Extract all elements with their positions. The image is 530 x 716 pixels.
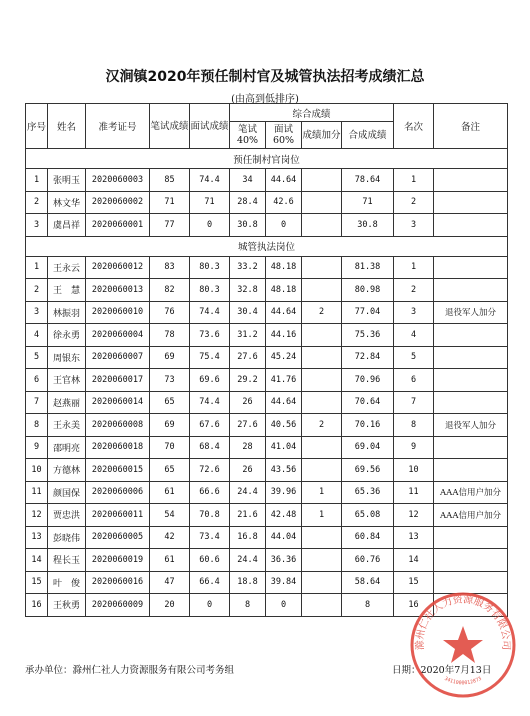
cell-i60: 44.16	[266, 324, 302, 347]
cell-bonus	[302, 279, 342, 302]
cell-interview: 80.3	[190, 279, 230, 302]
cell-name: 叶 俊	[48, 571, 86, 594]
cell-w40: 24.4	[230, 481, 266, 504]
cell-w40: 29.2	[230, 369, 266, 392]
cell-total: 81.38	[342, 256, 394, 279]
cell-w40: 28	[230, 436, 266, 459]
cell-id: 2020060007	[86, 346, 150, 369]
section-title: 城管执法岗位	[26, 236, 508, 256]
cell-written: 85	[150, 169, 190, 192]
cell-interview: 68.4	[190, 436, 230, 459]
table-row	[26, 369, 508, 392]
cell-total: 78.64	[342, 169, 394, 192]
cell-remark: 退役军人加分	[434, 301, 508, 324]
table-row	[26, 324, 508, 347]
cell-no: 7	[26, 391, 48, 414]
cell-name: 王 慧	[48, 279, 86, 302]
cell-no: 5	[26, 346, 48, 369]
cell-i60: 44.04	[266, 526, 302, 549]
date-value: 2020年7月13日	[420, 665, 492, 676]
table-row	[26, 526, 508, 549]
cell-w40: 34	[230, 169, 266, 192]
cell-w40: 26	[230, 391, 266, 414]
cell-remark	[434, 191, 508, 214]
cell-rank: 3	[394, 214, 434, 237]
cell-no: 15	[26, 571, 48, 594]
cell-name: 王永云	[48, 256, 86, 279]
cell-i60: 42.6	[266, 191, 302, 214]
cell-written: 71	[150, 191, 190, 214]
cell-id: 2020060015	[86, 459, 150, 482]
section-title: 预任制村官岗位	[26, 149, 508, 169]
seal-text: 滁州仁社人力资源服务有限公司	[414, 594, 512, 651]
cell-rank: 7	[394, 391, 434, 414]
cell-rank: 2	[394, 191, 434, 214]
cell-id: 2020060009	[86, 594, 150, 617]
cell-total: 69.04	[342, 436, 394, 459]
cell-total: 58.64	[342, 571, 394, 594]
cell-written: 73	[150, 369, 190, 392]
cell-i60: 44.64	[266, 391, 302, 414]
cell-name: 王秋勇	[48, 594, 86, 617]
cell-no: 12	[26, 504, 48, 527]
col-header-rank: 名次	[394, 104, 434, 149]
cell-written: 76	[150, 301, 190, 324]
cell-w40: 33.2	[230, 256, 266, 279]
cell-no: 9	[26, 436, 48, 459]
cell-written: 77	[150, 214, 190, 237]
cell-w40: 28.4	[230, 191, 266, 214]
cell-id: 2020060011	[86, 504, 150, 527]
table-row	[26, 191, 508, 214]
cell-bonus	[302, 436, 342, 459]
cell-bonus	[302, 526, 342, 549]
cell-written: 47	[150, 571, 190, 594]
cell-no: 11	[26, 481, 48, 504]
col-header-ticket: 准考证号	[86, 104, 150, 149]
col-header-total: 合成成绩	[342, 122, 394, 149]
cell-name: 程长玉	[48, 549, 86, 572]
cell-remark	[434, 279, 508, 302]
col-header-index: 序号	[26, 104, 48, 149]
cell-i60: 44.64	[266, 169, 302, 192]
cell-written: 61	[150, 481, 190, 504]
cell-interview: 66.4	[190, 571, 230, 594]
cell-bonus	[302, 191, 342, 214]
cell-remark	[434, 346, 508, 369]
cell-written: 65	[150, 391, 190, 414]
cell-rank: 10	[394, 459, 434, 482]
cell-interview: 74.4	[190, 169, 230, 192]
cell-w40: 16.8	[230, 526, 266, 549]
cell-interview: 74.4	[190, 391, 230, 414]
col-header-bonus: 成绩加分	[302, 122, 342, 149]
organizer-name: 滁州仁社人力资源服务有限公司考务组	[72, 665, 235, 676]
cell-id: 2020060018	[86, 436, 150, 459]
cell-interview: 69.6	[190, 369, 230, 392]
cell-rank: 15	[394, 571, 434, 594]
cell-bonus	[302, 391, 342, 414]
cell-remark	[434, 256, 508, 279]
col-header-interview: 面试成绩	[190, 104, 230, 149]
cell-i60: 42.48	[266, 504, 302, 527]
table-row	[26, 414, 508, 437]
cell-interview: 74.4	[190, 301, 230, 324]
cell-w40: 30.4	[230, 301, 266, 324]
cell-interview: 73.6	[190, 324, 230, 347]
cell-bonus	[302, 594, 342, 617]
cell-total: 70.64	[342, 391, 394, 414]
cell-bonus	[302, 214, 342, 237]
cell-w40: 27.6	[230, 414, 266, 437]
table-row	[26, 459, 508, 482]
cell-interview: 75.4	[190, 346, 230, 369]
cell-no: 3	[26, 214, 48, 237]
cell-interview: 80.3	[190, 256, 230, 279]
organizer-line	[25, 662, 234, 676]
cell-i60: 40.56	[266, 414, 302, 437]
col-header-remark: 备注	[434, 104, 508, 149]
col-header-combined: 综合成绩	[230, 104, 394, 122]
cell-rank: 2	[394, 279, 434, 302]
cell-total: 65.36	[342, 481, 394, 504]
cell-total: 70.16	[342, 414, 394, 437]
cell-name: 赵燕丽	[48, 391, 86, 414]
cell-bonus: 1	[302, 504, 342, 527]
cell-total: 69.56	[342, 459, 394, 482]
cell-rank: 14	[394, 549, 434, 572]
cell-id: 2020060019	[86, 549, 150, 572]
cell-rank: 16	[394, 594, 434, 617]
cell-remark	[434, 391, 508, 414]
cell-w40: 24.4	[230, 549, 266, 572]
col-header-interview-60: 面试 60%	[266, 122, 302, 149]
cell-w40: 31.2	[230, 324, 266, 347]
cell-written: 69	[150, 414, 190, 437]
cell-remark	[434, 549, 508, 572]
table-row	[26, 481, 508, 504]
cell-id: 2020060010	[86, 301, 150, 324]
cell-name: 徐永勇	[48, 324, 86, 347]
cell-w40: 8	[230, 594, 266, 617]
cell-w40: 18.8	[230, 571, 266, 594]
cell-name: 周银东	[48, 346, 86, 369]
cell-name: 虞昌祥	[48, 214, 86, 237]
table-row	[26, 169, 508, 192]
cell-rank: 13	[394, 526, 434, 549]
cell-name: 邵明亮	[48, 436, 86, 459]
cell-i60: 41.04	[266, 436, 302, 459]
cell-name: 林文华	[48, 191, 86, 214]
cell-total: 65.08	[342, 504, 394, 527]
cell-interview: 0	[190, 594, 230, 617]
cell-written: 70	[150, 436, 190, 459]
cell-total: 60.84	[342, 526, 394, 549]
cell-name: 颜国保	[48, 481, 86, 504]
cell-no: 1	[26, 256, 48, 279]
cell-total: 80.98	[342, 279, 394, 302]
cell-no: 6	[26, 369, 48, 392]
cell-remark	[434, 369, 508, 392]
cell-remark	[434, 436, 508, 459]
cell-bonus: 2	[302, 414, 342, 437]
cell-no: 4	[26, 324, 48, 347]
cell-interview: 73.4	[190, 526, 230, 549]
table-row	[26, 391, 508, 414]
table-body	[26, 149, 508, 617]
cell-id: 2020060003	[86, 169, 150, 192]
cell-i60: 36.36	[266, 549, 302, 572]
cell-bonus	[302, 369, 342, 392]
cell-rank: 1	[394, 169, 434, 192]
document-subtitle: (由高到低排序)	[231, 94, 299, 105]
cell-i60: 45.24	[266, 346, 302, 369]
section-header-row	[26, 236, 508, 256]
cell-i60: 44.64	[266, 301, 302, 324]
cell-id: 2020060014	[86, 391, 150, 414]
table-row	[26, 256, 508, 279]
cell-name: 方德林	[48, 459, 86, 482]
cell-remark	[434, 324, 508, 347]
cell-w40: 21.6	[230, 504, 266, 527]
cell-written: 78	[150, 324, 190, 347]
cell-interview: 70.8	[190, 504, 230, 527]
cell-rank: 8	[394, 414, 434, 437]
cell-no: 2	[26, 279, 48, 302]
cell-total: 75.36	[342, 324, 394, 347]
cell-id: 2020060002	[86, 191, 150, 214]
organizer-label: 承办单位：	[25, 665, 73, 676]
cell-i60: 41.76	[266, 369, 302, 392]
cell-i60: 48.18	[266, 279, 302, 302]
cell-total: 72.84	[342, 346, 394, 369]
table-row	[26, 549, 508, 572]
cell-i60: 0	[266, 594, 302, 617]
cell-written: 65	[150, 459, 190, 482]
cell-remark: 退役军人加分	[434, 414, 508, 437]
seal-star	[443, 626, 483, 663]
cell-name: 张明玉	[48, 169, 86, 192]
cell-id: 2020060012	[86, 256, 150, 279]
date-label: 日期：	[392, 665, 421, 676]
col-header-written: 笔试成绩	[150, 104, 190, 149]
cell-id: 2020060006	[86, 481, 150, 504]
cell-total: 60.76	[342, 549, 394, 572]
document-title: 汉涧镇2020年预任制村官及城管执法招考成绩汇总	[105, 69, 425, 85]
cell-id: 2020060004	[86, 324, 150, 347]
cell-rank: 4	[394, 324, 434, 347]
cell-interview: 60.6	[190, 549, 230, 572]
col-header-name: 姓名	[48, 104, 86, 149]
cell-id: 2020060013	[86, 279, 150, 302]
score-table	[25, 103, 508, 617]
cell-bonus	[302, 256, 342, 279]
cell-w40: 30.8	[230, 214, 266, 237]
cell-bonus	[302, 571, 342, 594]
cell-rank: 5	[394, 346, 434, 369]
cell-id: 2020060016	[86, 571, 150, 594]
cell-total: 77.04	[342, 301, 394, 324]
cell-interview: 0	[190, 214, 230, 237]
cell-bonus: 1	[302, 481, 342, 504]
cell-interview: 66.6	[190, 481, 230, 504]
cell-bonus	[302, 346, 342, 369]
cell-written: 54	[150, 504, 190, 527]
cell-rank: 9	[394, 436, 434, 459]
company-seal	[408, 590, 518, 700]
cell-rank: 12	[394, 504, 434, 527]
cell-i60: 39.84	[266, 571, 302, 594]
cell-remark	[434, 169, 508, 192]
col-header-written-40: 笔试 40%	[230, 122, 266, 149]
cell-i60: 43.56	[266, 459, 302, 482]
cell-id: 2020060008	[86, 414, 150, 437]
cell-remark: AAA信用户加分	[434, 504, 508, 527]
table-row	[26, 346, 508, 369]
cell-no: 13	[26, 526, 48, 549]
cell-total: 30.8	[342, 214, 394, 237]
cell-remark	[434, 214, 508, 237]
cell-w40: 32.8	[230, 279, 266, 302]
cell-i60: 39.96	[266, 481, 302, 504]
cell-no: 10	[26, 459, 48, 482]
cell-rank: 1	[394, 256, 434, 279]
cell-no: 1	[26, 169, 48, 192]
cell-written: 20	[150, 594, 190, 617]
cell-id: 2020060005	[86, 526, 150, 549]
cell-bonus	[302, 549, 342, 572]
cell-no: 2	[26, 191, 48, 214]
cell-written: 83	[150, 256, 190, 279]
cell-no: 3	[26, 301, 48, 324]
cell-rank: 6	[394, 369, 434, 392]
cell-remark: AAA信用户加分	[434, 481, 508, 504]
cell-name: 贾忠洪	[48, 504, 86, 527]
table-row	[26, 436, 508, 459]
cell-no: 14	[26, 549, 48, 572]
cell-remark	[434, 526, 508, 549]
cell-written: 82	[150, 279, 190, 302]
cell-id: 2020060001	[86, 214, 150, 237]
cell-total: 71	[342, 191, 394, 214]
cell-interview: 71	[190, 191, 230, 214]
cell-w40: 26	[230, 459, 266, 482]
cell-written: 61	[150, 549, 190, 572]
cell-interview: 72.6	[190, 459, 230, 482]
table-row	[26, 301, 508, 324]
cell-total: 70.96	[342, 369, 394, 392]
table-row	[26, 504, 508, 527]
cell-bonus	[302, 459, 342, 482]
cell-rank: 11	[394, 481, 434, 504]
cell-i60: 0	[266, 214, 302, 237]
cell-interview: 67.6	[190, 414, 230, 437]
section-header-row	[26, 149, 508, 169]
seal-code: 3411000012873	[443, 675, 483, 687]
cell-bonus	[302, 169, 342, 192]
cell-remark	[434, 459, 508, 482]
cell-bonus: 2	[302, 301, 342, 324]
cell-name: 王永美	[48, 414, 86, 437]
table-row	[26, 279, 508, 302]
cell-bonus	[302, 324, 342, 347]
cell-no: 8	[26, 414, 48, 437]
cell-name: 王官林	[48, 369, 86, 392]
cell-total: 8	[342, 594, 394, 617]
cell-i60: 48.18	[266, 256, 302, 279]
cell-no: 16	[26, 594, 48, 617]
cell-written: 42	[150, 526, 190, 549]
cell-id: 2020060017	[86, 369, 150, 392]
cell-rank: 3	[394, 301, 434, 324]
cell-w40: 27.6	[230, 346, 266, 369]
cell-name: 彭晓伟	[48, 526, 86, 549]
cell-name: 林振羽	[48, 301, 86, 324]
table-row	[26, 214, 508, 237]
cell-written: 69	[150, 346, 190, 369]
